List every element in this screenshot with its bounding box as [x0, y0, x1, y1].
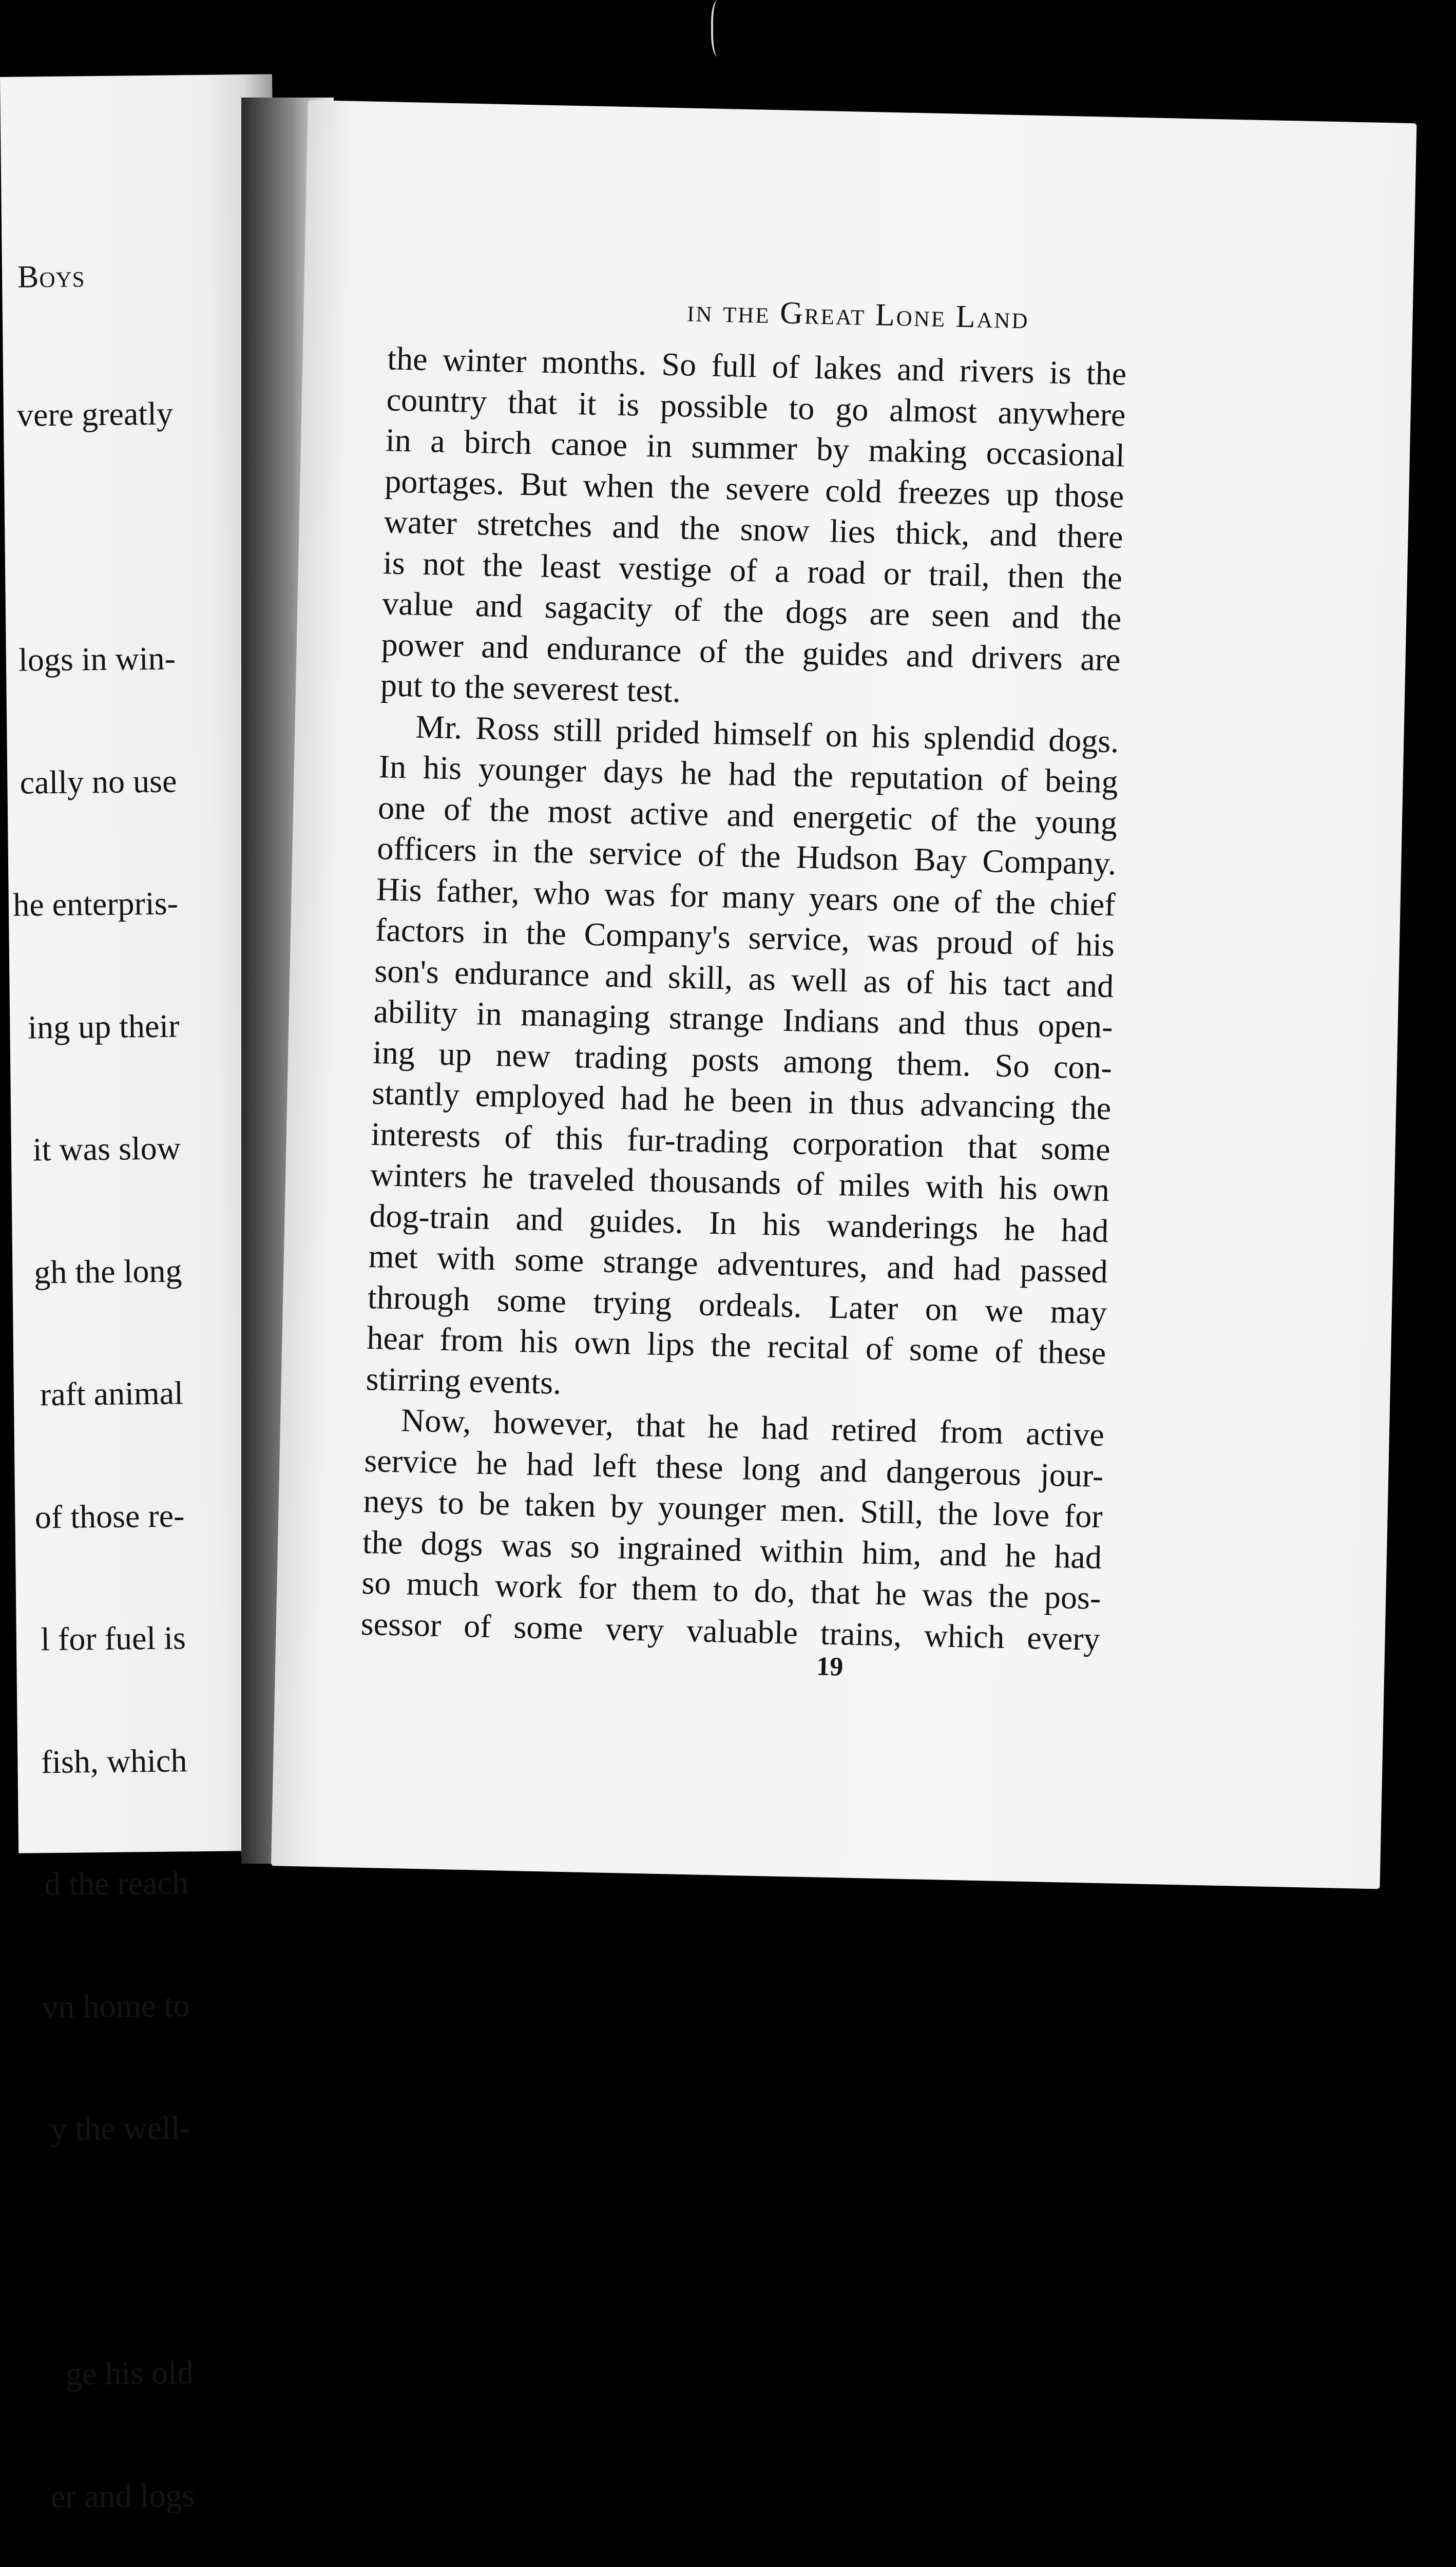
text-line: portages. But when the severe cold freezes up those [384, 462, 1124, 514]
running-head: in the Great Lone Land [686, 293, 1030, 336]
page-number: 19 [816, 1652, 844, 1682]
text-line: ing up new trading posts among them. So con- [372, 1033, 1113, 1086]
text-line: the dogs was so ingrained within him, and he had [362, 1523, 1102, 1576]
text-line: His father, who was for many years one of the chief [376, 870, 1116, 923]
text-line: in a birch canoe in summer by making occasional [385, 422, 1125, 474]
text-line: winters he traveled thousands of miles with his own [370, 1156, 1110, 1209]
text-line: son's endurance and skill, as well as of his tact and [374, 952, 1114, 1004]
left-line: y the well- [50, 2109, 191, 2148]
left-line [9, 515, 174, 558]
text-line: sessor of some very valuable trains, which every [360, 1605, 1101, 1657]
left-line: ge his old [65, 2354, 194, 2392]
text-line: Now, however, that he had retired from active [400, 1402, 1105, 1453]
text-line: through some trying ordeals. Later on we may [367, 1278, 1107, 1331]
left-line: fish, which [41, 1741, 187, 1780]
text-line: power and endurance of the guides and drivers are [381, 625, 1121, 678]
text-line: the winter months. So full of lakes and rivers is the [387, 340, 1127, 392]
text-line: put to the severest test. [380, 666, 681, 710]
text-line: factors in the Company's service, was proud of his [375, 911, 1115, 964]
left-line: l for fuel is [40, 1619, 186, 1658]
text-line: service he had left these long and dangerous jour- [363, 1442, 1104, 1494]
text-line: stantly employed had he been in thus advancing the [371, 1075, 1112, 1127]
left-line: er and logs [50, 2476, 195, 2515]
left-line: of those re- [34, 1497, 185, 1535]
left-page-text [7, 312, 214, 2567]
left-line: he enterpris- [12, 885, 179, 923]
left-line: it was slow [32, 1129, 181, 1168]
text-line: one of the most active and energetic of the young [377, 789, 1118, 841]
left-line [27, 2230, 192, 2272]
body-text [360, 338, 1127, 1659]
text-line: interests of this fur-trading corporation that some [371, 1115, 1111, 1167]
left-running-head: Boys [17, 259, 85, 295]
left-line: vn home to [42, 1986, 190, 2025]
text-line: value and sagacity of the dogs are seen and the [381, 585, 1122, 637]
left-line: gh the long [34, 1252, 182, 1290]
left-line: raft animal [40, 1374, 184, 1413]
right-page [271, 100, 1417, 1889]
scan-mark [711, 0, 727, 56]
text-line: officers in the service of the Hudson Bay Company. [376, 830, 1117, 882]
text-line: so much work for them to do, that he was the pos- [361, 1564, 1101, 1616]
left-line: vere greatly [16, 395, 174, 433]
text-line: hear from his own lips the recital of some of these [366, 1319, 1106, 1372]
text-line: dog-train and guides. In his wanderings he had [369, 1197, 1109, 1249]
left-line: ing up their [27, 1007, 180, 1046]
text-line: stirring events. [366, 1360, 562, 1401]
text-line: water stretches and the snow lies thick, and there [384, 503, 1124, 555]
text-line: ability in managing strange Indians and thus open- [373, 993, 1114, 1045]
left-line: cally no use [20, 762, 177, 801]
text-line: met with some strange adventures, and had passed [368, 1237, 1108, 1290]
left-line: d the reach [44, 1864, 189, 1903]
text-line: Mr. Ross still prided himself on his splendid dogs. [415, 708, 1119, 759]
left-line: logs in win- [18, 640, 176, 678]
text-line: neys to be taken by younger men. Still, the love for [363, 1482, 1103, 1535]
text-line: country that it is possible to go almost anywhere [386, 380, 1126, 433]
text-line: is not the least vestige of a road or trail, then the [382, 544, 1123, 596]
text-line: In his younger days he had the reputation of being [378, 748, 1119, 800]
